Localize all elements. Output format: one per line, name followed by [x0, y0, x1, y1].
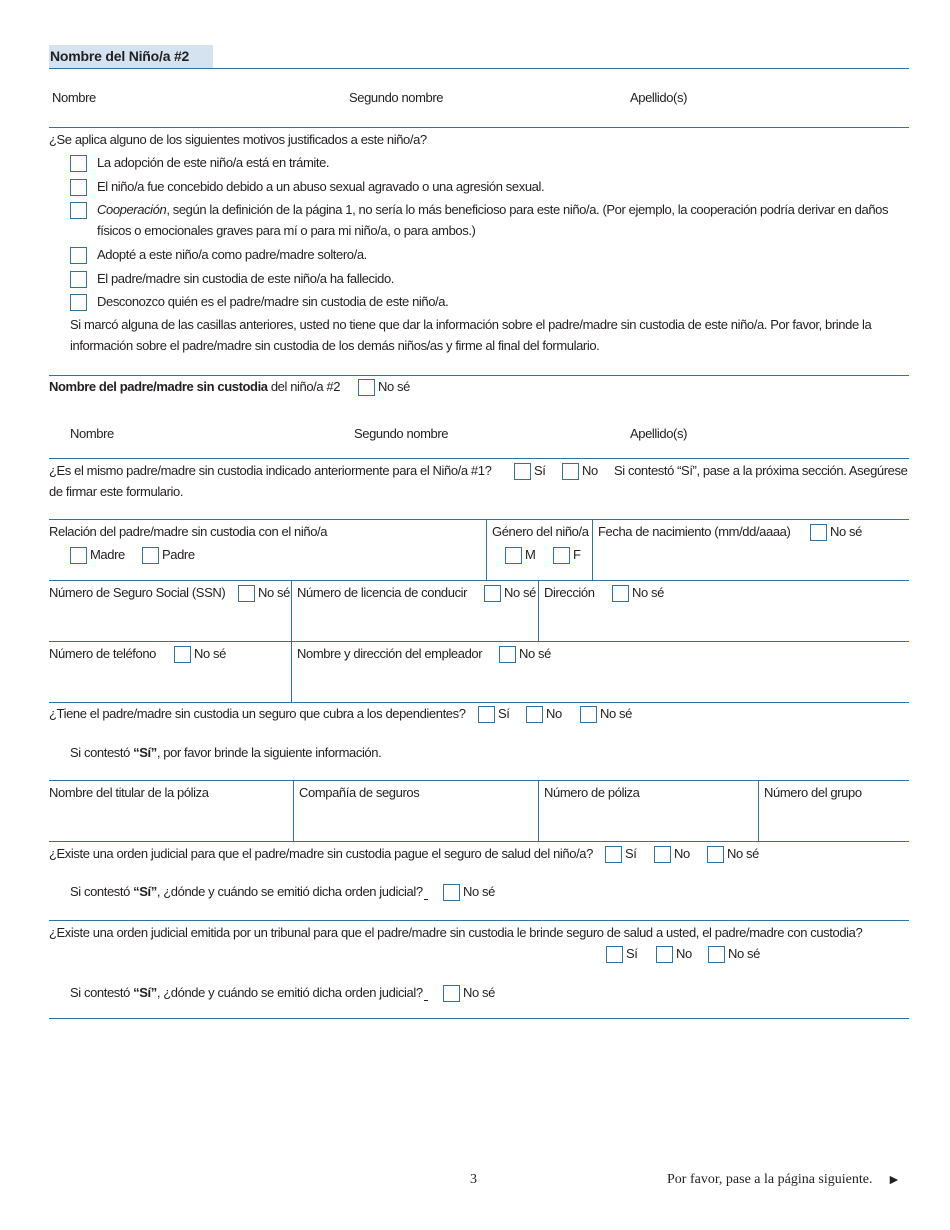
ssn-label: Número de Seguro Social (SSN): [49, 585, 226, 600]
mother-label: Madre: [90, 547, 125, 562]
where-pre: Si contestó: [70, 884, 134, 899]
divider: [538, 780, 539, 841]
no-se-label: No sé: [727, 846, 759, 861]
no-se-label: No sé: [830, 524, 862, 539]
good-cause-unknown-checkbox[interactable]: [70, 294, 87, 311]
divider: [592, 519, 593, 580]
no-label: No: [674, 846, 690, 861]
yes-label: Sí: [626, 946, 638, 961]
order2-no-checkbox[interactable]: [656, 946, 673, 963]
good-cause-adoption-checkbox[interactable]: [70, 155, 87, 172]
relationship-label: Relación del padre/madre sin custodia con el niño/a: [49, 524, 328, 539]
divider: [49, 68, 909, 69]
policy-number-label: Número de póliza: [544, 785, 640, 800]
divider: [49, 580, 909, 581]
section-title: Nombre del Niño/a #2: [50, 48, 190, 64]
no-se-label: No sé: [600, 706, 632, 721]
good-cause-note: Si marcó alguna de las casillas anteriores, usted no tiene que dar la información sobre el padre/madre sin custodia de este niño/a. Por favor, brinde la información sobre el padre/madre sin custodia de los demás niños/as y firme al final del formulario.: [70, 317, 872, 353]
divider: [49, 641, 909, 642]
where-post: , ¿dónde y cuándo se emitió dicha orden judicial?: [156, 884, 423, 899]
good-cause-assault-checkbox[interactable]: [70, 179, 87, 196]
no-label: No: [676, 946, 692, 961]
good-cause-option: Adopté a este niño/a como padre/madre soltero/a.: [97, 247, 367, 262]
ncp-first-name-label: Nombre: [70, 426, 114, 441]
ncp-title-rest: del niño/a #2: [267, 379, 341, 394]
good-cause-option: La adopción de este niño/a está en trámite.: [97, 155, 330, 170]
section-header: [49, 45, 213, 68]
if-yes-post: , por favor brinde la siguiente información.: [156, 745, 382, 760]
if-yes-pre: Si contestó: [70, 745, 134, 760]
order1-where-unknown-checkbox[interactable]: [443, 884, 460, 901]
female-label: F: [573, 547, 581, 562]
no-se-label: No sé: [519, 646, 551, 661]
policy-holder-label: Nombre del titular de la póliza: [49, 785, 209, 800]
good-cause-cooperation-text: [97, 199, 897, 241]
answer-line[interactable]: [424, 899, 428, 900]
father-label: Padre: [162, 547, 195, 562]
good-cause-single-adoption-checkbox[interactable]: [70, 247, 87, 264]
order2-where-unknown-checkbox[interactable]: [443, 985, 460, 1002]
order1-where-text: [70, 884, 423, 899]
no-se-label: No sé: [378, 379, 410, 394]
yes-label: Sí: [498, 706, 510, 721]
ncp-title-bold: Nombre del padre/madre sin custodia: [49, 379, 268, 394]
same-ncp-note: Si contestó “Sí”, pase a la próxima sección. Asegúrese de firmar este formulario.: [49, 463, 908, 499]
ncp-name-title: [49, 379, 340, 394]
divider: [49, 920, 909, 921]
gender-female-checkbox[interactable]: [553, 547, 570, 564]
address-label: Dirección: [544, 585, 595, 600]
dob-unknown-checkbox[interactable]: [810, 524, 827, 541]
no-se-label: No sé: [258, 585, 290, 600]
divider: [49, 1018, 909, 1019]
no-se-label: No sé: [632, 585, 664, 600]
good-cause-question: ¿Se aplica alguno de los siguientes motivos justificados a este niño/a?: [49, 132, 427, 147]
divider: [538, 580, 539, 641]
divider: [49, 375, 909, 376]
next-page-text: Por favor, pase a la página siguiente.: [667, 1172, 873, 1187]
no-se-label: No sé: [194, 646, 226, 661]
child-last-name-label: Apellido(s): [630, 90, 688, 105]
court-order-2-question: ¿Existe una orden judicial emitida por un tribunal para que el padre/madre sin custodia le brinde seguro de salud a usted, el padre/madre con custodia?: [49, 925, 863, 940]
insurance-unknown-checkbox[interactable]: [580, 706, 597, 723]
male-label: M: [525, 547, 536, 562]
divider: [49, 702, 909, 703]
order1-unknown-checkbox[interactable]: [707, 846, 724, 863]
good-cause-cooperation-checkbox[interactable]: [70, 202, 87, 219]
divider: [49, 127, 909, 128]
where-bold: “Sí”: [133, 985, 157, 1000]
gender-male-checkbox[interactable]: [505, 547, 522, 564]
child-middle-name-label: Segundo nombre: [349, 90, 444, 105]
insurance-question: ¿Tiene el padre/madre sin custodia un seguro que cubra a los dependientes?: [49, 706, 466, 721]
divider: [49, 458, 909, 459]
yes-label: Sí: [534, 463, 546, 478]
page-number: 3: [470, 1172, 477, 1187]
divider: [49, 780, 909, 781]
license-unknown-checkbox[interactable]: [484, 585, 501, 602]
good-cause-option: Desconozco quién es el padre/madre sin custodia de este niño/a.: [97, 294, 449, 309]
no-se-label: No sé: [463, 985, 495, 1000]
relationship-father-checkbox[interactable]: [142, 547, 159, 564]
phone-unknown-checkbox[interactable]: [174, 646, 191, 663]
if-yes-bold: “Sí”: [133, 745, 157, 760]
insurance-if-yes-text: [70, 745, 381, 760]
gender-label: Género del niño/a: [492, 524, 589, 539]
employer-label: Nombre y dirección del empleador: [297, 646, 483, 661]
no-se-label: No sé: [728, 946, 760, 961]
no-se-label: No sé: [504, 585, 536, 600]
where-bold: “Sí”: [133, 884, 157, 899]
ssn-unknown-checkbox[interactable]: [238, 585, 255, 602]
court-order-1-question: ¿Existe una orden judicial para que el padre/madre sin custodia pague el seguro de salud del niño/a?: [49, 846, 593, 861]
license-label: Número de licencia de conducir: [297, 585, 468, 600]
order2-unknown-checkbox[interactable]: [708, 946, 725, 963]
order2-where-text: [70, 985, 423, 1000]
no-label: No: [582, 463, 598, 478]
divider: [758, 780, 759, 841]
cooperation-term: Cooperación: [97, 202, 167, 217]
address-unknown-checkbox[interactable]: [612, 585, 629, 602]
insurance-company-label: Compañía de seguros: [299, 785, 420, 800]
yes-label: Sí: [625, 846, 637, 861]
phone-label: Número de teléfono: [49, 646, 156, 661]
good-cause-option: El niño/a fue concebido debido a un abuso sexual agravado o una agresión sexual.: [97, 179, 545, 194]
same-ncp-question: ¿Es el mismo padre/madre sin custodia indicado anteriormente para el Niño/a #1?: [49, 463, 492, 478]
divider: [49, 841, 909, 842]
good-cause-deceased-checkbox[interactable]: [70, 271, 87, 288]
order1-yes-checkbox[interactable]: [605, 846, 622, 863]
divider: [49, 519, 909, 520]
no-se-label: No sé: [463, 884, 495, 899]
divider: [486, 519, 487, 580]
good-cause-option: El padre/madre sin custodia de este niño/a ha fallecido.: [97, 271, 395, 286]
employer-unknown-checkbox[interactable]: [499, 646, 516, 663]
group-number-label: Número del grupo: [764, 785, 862, 800]
no-label: No: [546, 706, 562, 721]
dob-label: Fecha de nacimiento (mm/dd/aaaa): [598, 524, 791, 539]
insurance-yes-checkbox[interactable]: [478, 706, 495, 723]
ncp-middle-name-label: Segundo nombre: [354, 426, 449, 441]
where-post: , ¿dónde y cuándo se emitió dicha orden judicial?: [156, 985, 423, 1000]
child-first-name-label: Nombre: [52, 90, 96, 105]
answer-line[interactable]: [424, 1000, 428, 1001]
cooperation-description: , según la definición de la página 1, no sería lo más beneficioso para este niño/a. (Por ejemplo, la cooperación podría derivar en daños físicos o emocionales graves para mí o para mi niño/a, o para ambos.): [97, 202, 889, 238]
divider: [293, 780, 294, 841]
relationship-mother-checkbox[interactable]: [70, 547, 87, 564]
insurance-no-checkbox[interactable]: [526, 706, 543, 723]
where-pre: Si contestó: [70, 985, 134, 1000]
ncp-name-unknown-checkbox[interactable]: [358, 379, 375, 396]
arrow-right-icon: ►: [887, 1171, 901, 1187]
order2-yes-checkbox[interactable]: [606, 946, 623, 963]
order1-no-checkbox[interactable]: [654, 846, 671, 863]
ncp-last-name-label: Apellido(s): [630, 426, 688, 441]
